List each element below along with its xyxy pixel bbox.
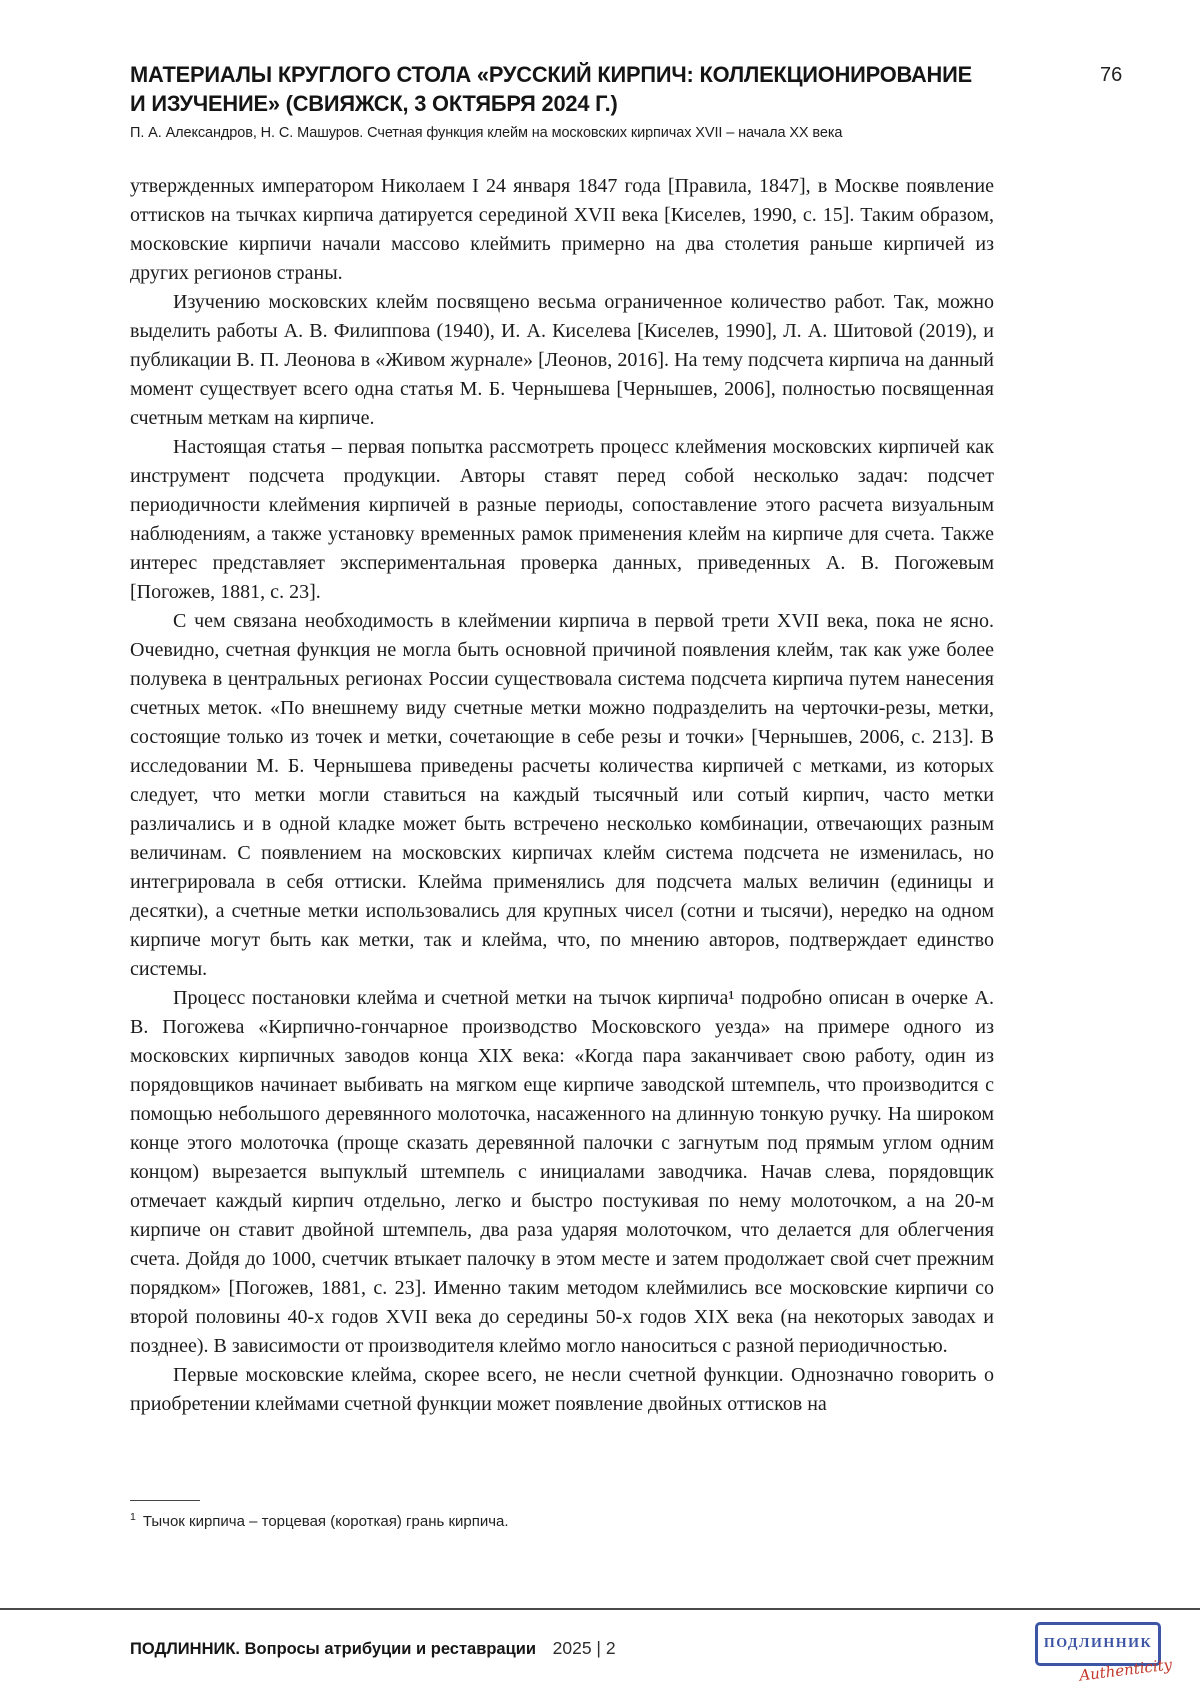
footnote-marker: 1	[130, 1511, 136, 1523]
article-byline: П. А. Александров, Н. С. Машуров. Счетная функция клейм на московских кирпичах XVII – начала XX века	[130, 125, 843, 141]
paragraph: С чем связана необходимость в клеймении кирпича в первой трети XVII века, пока не ясно. Очевидно, счетная функция не могла быть основной причиной появления клейм, так как уже более полувека в центральных регионах России существовала система подсчета кирпича путем нанесения счетных меток. «По внешнему виду счетные метки можно подразделить на черточки-резы, метки, состоящие только из точек и метки, сочетающие в себе резы и точки» [Чернышев, 2006, с. 213]. В исследовании М. Б. Чернышева приведены расчеты количества кирпичей с метками, из которых следует, что метки могли ставиться на каждый тысячный или сотый кирпич, часто метки различались и в одной кладке может быть встречено несколько комбинации, отвечающих разным величинам. С появлением на московских кирпичах клейм система подсчета не изменилась, но интегрировала в себя оттиски. Клейма применялись для подсчета малых величин (единицы и десятки), а счетные метки использовались для крупных чисел (сотни и тысячи), нередко на одном кирпиче могут быть как метки, так и клейма, что, по мнению авторов, подтверждает единство системы.	[130, 610, 994, 980]
paragraph: утвержденных императором Николаем I 24 января 1847 года [Правила, 1847], в Москве появление оттисков на тычках кирпича датируется серединой XVII века [Киселев, 1990, с. 15]. Таким образом, московские кирпичи начали массово клеймить примерно на два столетия раньше кирпичей из других регионов страны.	[130, 175, 994, 284]
page-number: 76	[1100, 64, 1123, 86]
paragraph: Процесс постановки клейма и счетной метки на тычок кирпича¹ подробно описан в очерке А. В. Погожева «Кирпично-гончарное производство Московского уезда» на примере одного из московских кирпичных заводов конца XIX века: «Когда пара заканчивает свою работу, один из порядовщиков начинает выбивать на мягком еще кирпиче заводской штемпель, что производится с помощью небольшого деревянного молоточка, насаженного на длинную тонкую ручку. На широком конце этого молоточка (проще сказать деревянной палочки с загнутым под прямым углом одним концом) вырезается выпуклый штемпель с инициалами заводчика. Начав слева, порядовщик отмечает каждый кирпич отдельно, легко и быстро постукивая по нему молоточком, а на 20-м кирпиче он ставит двойной штемпель, два раза ударяя молоточком, что делается для облегчения счета. Дойдя до 1000, счетчик втыкает палочку в этом месте и затем продолжает свой счет прежним порядком» [Погожев, 1881, с. 23]. Именно таким методом клеймились все московские кирпичи со второй половины 40-х годов XVII века до середины 50-х годов XIX века (на некоторых заводах и позднее). В зависимости от производителя клеймо могло наноситься с разной периодичностью.	[130, 987, 994, 1357]
footer-journal-name: ПОДЛИННИК.	[130, 1640, 241, 1658]
article-header	[130, 60, 1030, 141]
article-title-line-1: МАТЕРИАЛЫ КРУГЛОГО СТОЛА «РУССКИЙ КИРПИЧ: КОЛЛЕКЦИОНИРОВАНИЕ	[130, 62, 972, 87]
paragraph: Настоящая статья – первая попытка рассмотреть процесс клеймения московских кирпичей как инструмент подсчета продукции. Авторы ставят перед собой несколько задач: подсчет периодичности клеймения кирпичей в разные периоды, сопоставление этого расчета визуальным наблюдениям, а также установку временных рамок применения клейм на кирпиче для счета. Также интерес представляет экспериментальная проверка данных, приведенных А. В. Погожевым [Погожев, 1881, с. 23].	[130, 436, 994, 603]
footer-issue: 2025 | 2	[552, 1638, 616, 1658]
footer-journal-subtitle: Вопросы атрибуции и реставрации	[244, 1640, 537, 1658]
paragraph: Первые московские клейма, скорее всего, не несли счетной функции. Однозначно говорить о приобретении клеймами счетной функции может появление двойных оттисков на	[130, 1364, 994, 1415]
footnote-block	[130, 1500, 890, 1530]
article-body	[130, 172, 994, 1419]
stamp-label: ПОДЛИННИК	[1043, 1636, 1153, 1651]
article-title-line-2: И ИЗУЧЕНИЕ» (СВИЯЖСК, 3 ОКТЯБРЯ 2024 Г.)	[130, 91, 618, 116]
stamp-script-overlay: Authenticity	[1078, 1655, 1173, 1685]
footnote-rule	[130, 1500, 200, 1501]
paragraph: Изучению московских клейм посвящено весьма ограниченное количество работ. Так, можно выделить работы А. В. Филиппова (1940), И. А. Киселева [Киселев, 1990], Л. А. Шитовой (2019), и публикации В. П. Леонова в «Живом журнале» [Леонов, 2016]. На тему подсчета кирпича на данный момент существует всего одна статья М. Б. Чернышева [Чернышев, 2006], полностью посвященная счетным меткам на кирпиче.	[130, 291, 994, 429]
footer-divider	[0, 1608, 1200, 1610]
footnote-text	[130, 1511, 890, 1530]
footnote-body: Тычок кирпича – торцевая (короткая) грань кирпича.	[142, 1513, 509, 1530]
footer-journal-line	[130, 1638, 616, 1659]
publisher-stamp-logo	[1035, 1622, 1173, 1685]
